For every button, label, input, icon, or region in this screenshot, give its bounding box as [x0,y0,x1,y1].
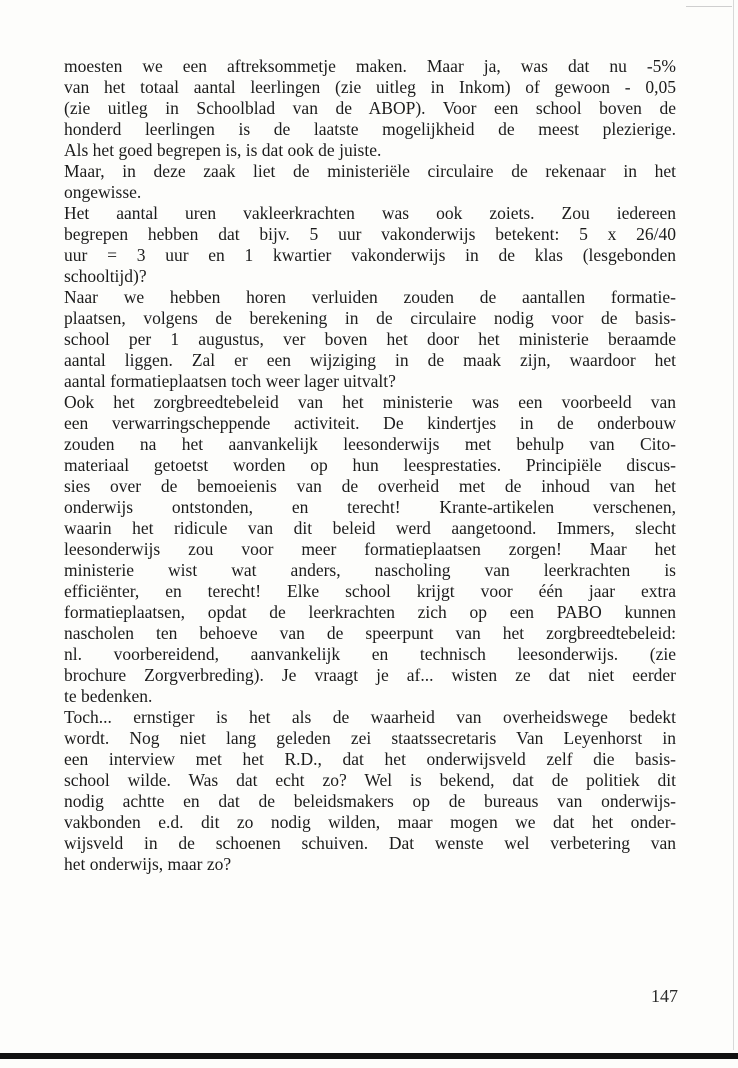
text-line: school wilde. Was dat echt zo? Wel is bekend, dat de politiek dit [64,770,676,790]
text-line: honderd leerlingen is de laatste mogelijkheid de meest plezierige. [64,119,676,139]
text-line: efficiënter, en terecht! Elke school krijgt voor één jaar extra [64,581,676,601]
text-line: school per 1 augustus, ver boven het door het ministerie beraamde [64,329,676,349]
text-line: (zie uitleg in Schoolblad van de ABOP). Voor een school boven de [64,98,676,118]
text-line: uur = 3 uur en 1 kwartier vakonderwijs in de klas (lesgebonden [64,245,676,265]
text-line: Toch... ernstiger is het als de waarheid van overheidswege bedekt [64,707,676,727]
text-line: begrepen hebben dat bijv. 5 uur vakonderwijs betekent: 5 x 26/40 [64,224,676,244]
scan-bottom-border [0,1053,738,1059]
text-line: ministerie wist wat anders, nascholing van leerkrachten is [64,560,676,580]
text-line: een interview met het R.D., dat het onderwijsveld zelf die basis- [64,749,676,769]
text-line: onderwijs ontstonden, en terecht! Krante-artikelen verschenen, [64,497,676,517]
body-text [64,56,676,875]
text-line: moesten we een aftreksommetje maken. Maar ja, was dat nu -5% [64,56,676,76]
text-line: van het totaal aantal leerlingen (zie uitleg in Inkom) of gewoon - 0,05 [64,77,676,97]
text-line: formatieplaatsen, opdat de leerkrachten zich op een PABO kunnen [64,602,676,622]
text-line: Maar, in deze zaak liet de ministeriële circulaire de rekenaar in het [64,161,676,181]
text-line: nascholen ten behoeve van de speerpunt van het zorgbreedtebeleid: [64,623,676,643]
text-line: waarin het ridicule van dit beleid werd aangetoond. Immers, slecht [64,518,676,538]
text-line: Het aantal uren vakleerkrachten was ook zoiets. Zou iedereen [64,203,676,223]
text-line: ongewisse. [64,182,142,202]
text-line: materiaal getoetst worden op hun leesprestaties. Principiële discus- [64,455,676,475]
text-line: wordt. Nog niet lang geleden zei staatssecretaris Van Leyenhorst in [64,728,676,748]
text-line: leesonderwijs zou voor meer formatieplaatsen zorgen! Maar het [64,539,676,559]
text-line: wijsveld in de schoenen schuiven. Dat wenste wel verbetering van [64,833,676,853]
text-line: Als het goed begrepen is, is dat ook de juiste. [64,140,382,160]
text-line: Ook het zorgbreedtebeleid van het ministerie was een voorbeeld van [64,392,676,412]
text-line: plaatsen, volgens de berekening in de circulaire nodig voor de basis- [64,308,676,328]
scan-edge-mark [686,6,732,7]
text-line: sies over de bemoeienis van de overheid met de inhoud van het [64,476,676,496]
text-line: vakbonden e.d. dit zo nodig wilden, maar mogen we dat het onder- [64,812,676,832]
text-line: aantal formatieplaatsen toch weer lager uitvalt? [64,371,396,391]
text-line: nodig achtte en dat de beleidsmakers op de bureaus van onderwijs- [64,791,676,811]
text-line: te bedenken. [64,686,153,706]
text-line: aantal liggen. Zal er een wijziging in de maak zijn, waardoor het [64,350,676,370]
scan-right-edge [733,0,734,1050]
text-line: het onderwijs, maar zo? [64,854,232,874]
text-line: nl. voorbereidend, aanvankelijk en technisch leesonderwijs. (zie [64,644,676,664]
text-line: Naar we hebben horen verluiden zouden de aantallen formatie- [64,287,676,307]
text-line: schooltijd)? [64,266,147,286]
text-line: een verwarringscheppende activiteit. De kindertjes in de onderbouw [64,413,676,433]
page-number: 147 [651,986,678,1006]
text-line: zouden na het aanvankelijk leesonderwijs met behulp van Cito- [64,434,676,454]
text-line: brochure Zorgverbreding). Je vraagt je af... wisten ze dat niet eerder [64,665,676,685]
